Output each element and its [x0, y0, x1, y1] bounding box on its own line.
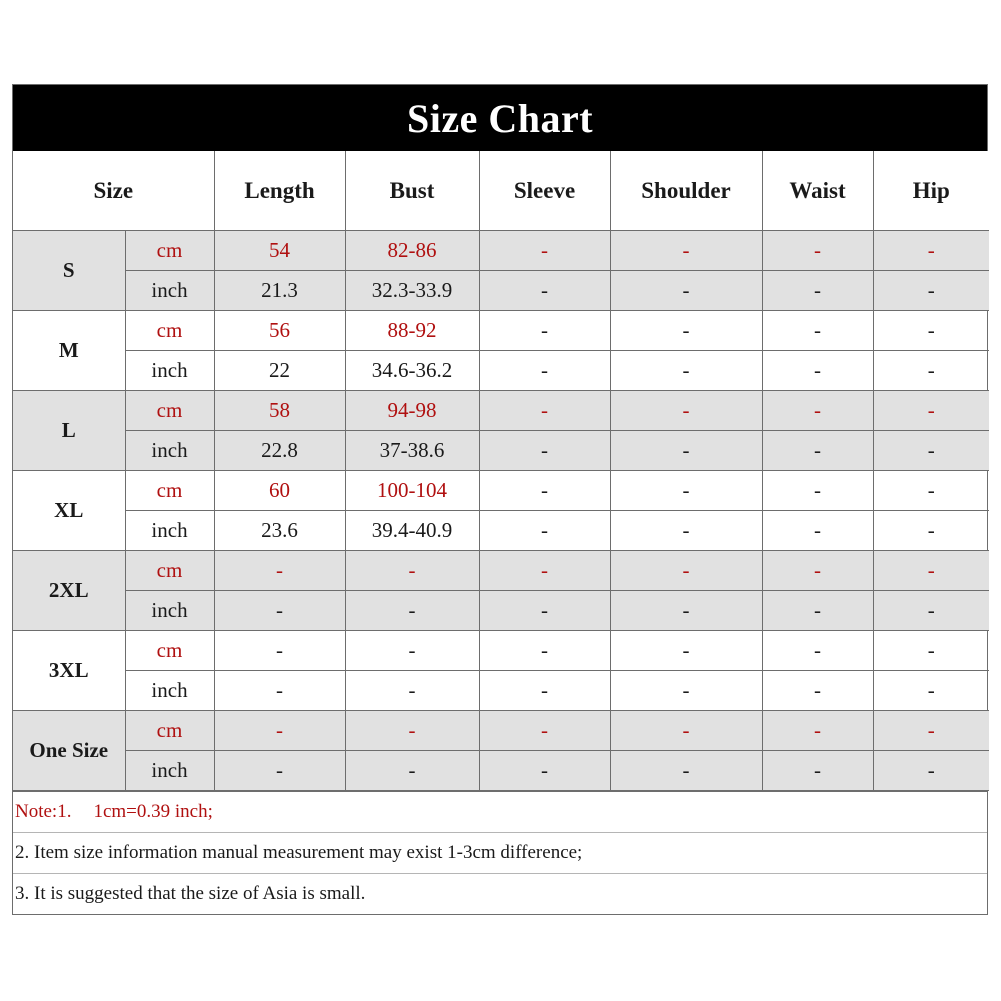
unit-label: cm — [125, 631, 214, 671]
table-cell: - — [345, 551, 479, 591]
column-header-shoulder: Shoulder — [610, 151, 762, 231]
table-cell: - — [345, 671, 479, 711]
table-cell: - — [479, 431, 610, 471]
table-cell: - — [610, 591, 762, 631]
unit-label: cm — [125, 311, 214, 351]
table-cell: - — [873, 431, 989, 471]
table-cell: - — [762, 551, 873, 591]
table-cell: - — [762, 671, 873, 711]
table-cell: - — [873, 471, 989, 511]
table-cell: - — [873, 311, 989, 351]
table-row — [13, 551, 989, 591]
table-cell: - — [479, 631, 610, 671]
table-cell: 37-38.6 — [345, 431, 479, 471]
unit-label: inch — [125, 751, 214, 791]
table-cell: 39.4-40.9 — [345, 511, 479, 551]
table-row — [13, 351, 989, 391]
table-row — [13, 511, 989, 551]
size-table — [13, 151, 989, 791]
table-cell: - — [214, 751, 345, 791]
table-cell: - — [214, 551, 345, 591]
table-cell: - — [762, 391, 873, 431]
table-row — [13, 391, 989, 431]
table-cell: 22.8 — [214, 431, 345, 471]
notes-section — [13, 791, 987, 914]
table-cell: - — [610, 431, 762, 471]
table-cell: - — [610, 631, 762, 671]
unit-label: inch — [125, 271, 214, 311]
table-cell: - — [214, 671, 345, 711]
unit-label: inch — [125, 671, 214, 711]
size-label-l: L — [13, 391, 125, 471]
table-cell: - — [762, 311, 873, 351]
note-3: 3. It is suggested that the size of Asia is small. — [13, 873, 987, 914]
size-chart — [12, 84, 988, 915]
table-cell: - — [345, 631, 479, 671]
table-cell: 88-92 — [345, 311, 479, 351]
note-1-text: 1cm=0.39 inch; — [93, 801, 213, 822]
table-cell: - — [479, 711, 610, 751]
table-row — [13, 311, 989, 351]
table-cell: 54 — [214, 231, 345, 271]
table-cell: - — [873, 391, 989, 431]
table-row — [13, 431, 989, 471]
table-cell: - — [214, 591, 345, 631]
table-cell: 82-86 — [345, 231, 479, 271]
table-cell: - — [479, 551, 610, 591]
table-row — [13, 751, 989, 791]
table-cell: - — [762, 271, 873, 311]
table-cell: - — [873, 631, 989, 671]
table-row — [13, 711, 989, 751]
table-cell: 60 — [214, 471, 345, 511]
table-cell: - — [873, 231, 989, 271]
table-row — [13, 471, 989, 511]
table-cell: - — [214, 631, 345, 671]
table-cell: - — [762, 591, 873, 631]
table-cell: - — [479, 311, 610, 351]
note-2: 2. Item size information manual measurement may exist 1-3cm difference; — [13, 832, 987, 873]
unit-label: cm — [125, 231, 214, 271]
table-cell: - — [610, 751, 762, 791]
column-header-waist: Waist — [762, 151, 873, 231]
table-cell: 32.3-33.9 — [345, 271, 479, 311]
table-cell: - — [873, 711, 989, 751]
size-label-2xl: 2XL — [13, 551, 125, 631]
table-cell: - — [873, 271, 989, 311]
table-cell: 58 — [214, 391, 345, 431]
size-label-one-size: One Size — [13, 711, 125, 791]
table-cell: - — [345, 751, 479, 791]
table-cell: - — [610, 271, 762, 311]
table-cell: - — [762, 231, 873, 271]
note-1 — [13, 792, 987, 832]
table-row — [13, 631, 989, 671]
table-cell: - — [762, 711, 873, 751]
unit-label: cm — [125, 391, 214, 431]
table-cell: - — [479, 471, 610, 511]
column-header-size: Size — [13, 151, 214, 231]
table-cell: 22 — [214, 351, 345, 391]
table-cell: - — [479, 351, 610, 391]
unit-label: inch — [125, 351, 214, 391]
size-table-body — [13, 231, 989, 791]
table-cell: 56 — [214, 311, 345, 351]
table-cell: - — [479, 231, 610, 271]
table-cell: - — [479, 271, 610, 311]
column-header-length: Length — [214, 151, 345, 231]
table-cell: - — [873, 591, 989, 631]
table-cell: 94-98 — [345, 391, 479, 431]
table-cell: - — [610, 391, 762, 431]
size-label-s: S — [13, 231, 125, 311]
table-cell: - — [762, 631, 873, 671]
table-cell: - — [479, 391, 610, 431]
table-cell: - — [610, 471, 762, 511]
table-cell: - — [479, 511, 610, 551]
table-cell: - — [873, 551, 989, 591]
table-cell: - — [873, 351, 989, 391]
table-cell: - — [479, 751, 610, 791]
table-cell: - — [610, 351, 762, 391]
table-cell: - — [762, 351, 873, 391]
table-cell: - — [762, 431, 873, 471]
table-cell: - — [610, 511, 762, 551]
table-row — [13, 231, 989, 271]
column-header-sleeve: Sleeve — [479, 151, 610, 231]
chart-title: Size Chart — [13, 85, 987, 151]
size-label-3xl: 3XL — [13, 631, 125, 711]
table-cell: 34.6-36.2 — [345, 351, 479, 391]
table-cell: - — [479, 591, 610, 631]
unit-label: inch — [125, 511, 214, 551]
table-cell: 21.3 — [214, 271, 345, 311]
unit-label: inch — [125, 431, 214, 471]
table-cell: - — [873, 671, 989, 711]
table-cell: - — [345, 591, 479, 631]
table-cell: - — [610, 311, 762, 351]
table-row — [13, 271, 989, 311]
table-cell: - — [873, 751, 989, 791]
table-cell: 23.6 — [214, 511, 345, 551]
table-cell: - — [610, 551, 762, 591]
note-1-prefix: Note:1. — [15, 801, 72, 822]
table-cell: - — [762, 471, 873, 511]
table-cell: - — [345, 711, 479, 751]
header-row — [13, 151, 989, 231]
unit-label: cm — [125, 711, 214, 751]
table-row — [13, 591, 989, 631]
table-cell: - — [610, 711, 762, 751]
unit-label: cm — [125, 471, 214, 511]
column-header-hip: Hip — [873, 151, 989, 231]
table-cell: - — [873, 511, 989, 551]
unit-label: inch — [125, 591, 214, 631]
table-cell: - — [762, 511, 873, 551]
unit-label: cm — [125, 551, 214, 591]
table-cell: - — [479, 671, 610, 711]
size-label-m: M — [13, 311, 125, 391]
column-header-bust: Bust — [345, 151, 479, 231]
size-label-xl: XL — [13, 471, 125, 551]
table-cell: - — [214, 711, 345, 751]
table-row — [13, 671, 989, 711]
table-cell: - — [610, 231, 762, 271]
table-cell: 100-104 — [345, 471, 479, 511]
table-cell: - — [762, 751, 873, 791]
table-cell: - — [610, 671, 762, 711]
